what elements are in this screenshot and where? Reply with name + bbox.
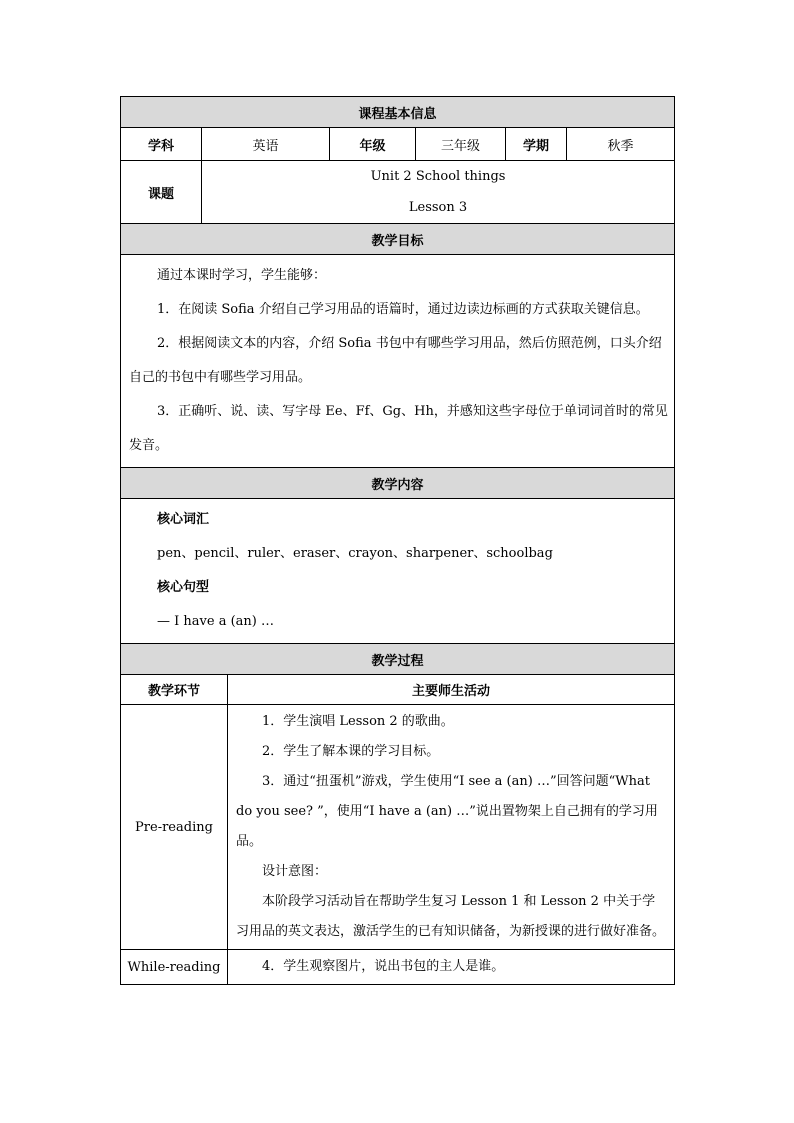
topic-label: 课题 <box>121 161 202 224</box>
grade-value: 三年级 <box>416 128 506 161</box>
pattern-text: — I have a (an) … <box>157 614 274 629</box>
stage-while-reading: While-reading <box>121 950 228 985</box>
design-intent-label: 设计意图： <box>262 864 328 879</box>
lesson-table <box>120 96 675 985</box>
content-header: 教学内容 <box>121 468 675 499</box>
goals-intro: 通过本课时学习，学生能够： <box>157 268 327 283</box>
goal-item-3: 3．正确听、说、读、写字母 Ee、Ff、Gg、Hh，并感知这些字母位于单词词首时的常见发音。 <box>129 404 668 453</box>
content-body <box>121 499 675 644</box>
term-label: 学期 <box>506 128 567 161</box>
process-col-activity: 主要师生活动 <box>228 675 675 705</box>
topic-value <box>202 161 675 224</box>
stage-pre-reading: Pre-reading <box>121 705 228 950</box>
activity-item: 2．学生了解本课的学习目标。 <box>262 744 440 759</box>
goal-item-2: 2．根据阅读文本的内容，介绍 Sofia 书包中有哪些学习用品，然后仿照范例，口头介绍自己的书包中有哪些学习用品。 <box>129 336 662 385</box>
activity-item: 4．学生观察图片，说出书包的主人是谁。 <box>262 959 505 974</box>
grade-label: 年级 <box>330 128 416 161</box>
subject-label: 学科 <box>121 128 202 161</box>
topic-line-1: Unit 2 School things <box>370 169 506 184</box>
basic-info-header: 课程基本信息 <box>121 97 675 128</box>
goals-header: 教学目标 <box>121 224 675 255</box>
activity-item: 3．通过“扭蛋机”游戏，学生使用“I see a (an) …”回答问题“What do you see? ”，使用“I have a (an) …”说出置物架上自己拥有的学习用品。 <box>236 774 658 849</box>
lesson-plan <box>120 96 674 985</box>
goals-body <box>121 255 675 468</box>
topic-line-2: Lesson 3 <box>408 200 468 215</box>
activities-while-reading <box>228 950 675 985</box>
term-value: 秋季 <box>567 128 675 161</box>
goal-item-1: 1．在阅读 Sofia 介绍自己学习用品的语篇时，通过边读边标画的方式获取关键信息。 <box>157 302 649 317</box>
vocab-label: 核心词汇 <box>157 512 210 527</box>
activities-pre-reading <box>228 705 675 950</box>
pattern-label: 核心句型 <box>157 580 210 595</box>
subject-value: 英语 <box>202 128 330 161</box>
design-intent-text: 本阶段学习活动旨在帮助学生复习 Lesson 1 和 Lesson 2 中关于学习用品的英文表达，激活学生的已有知识储备，为新授课的进行做好准备。 <box>236 894 666 939</box>
vocab-list: pen、pencil、ruler、eraser、crayon、sharpener、schoolbag <box>157 546 553 561</box>
process-col-stage: 教学环节 <box>121 675 228 705</box>
activity-item: 1．学生演唱 Lesson 2 的歌曲。 <box>262 714 454 729</box>
process-header: 教学过程 <box>121 644 675 675</box>
